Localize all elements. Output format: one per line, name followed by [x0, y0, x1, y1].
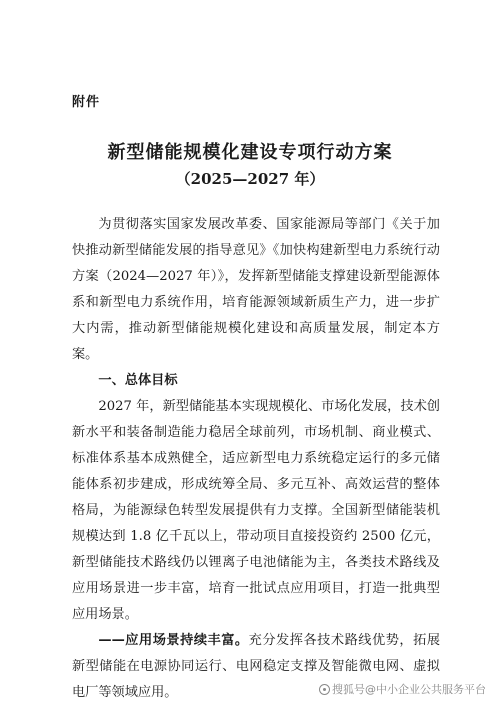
- goal-paragraph: 2027 年，新型储能基本实现规模化、市场化发展，技术创新水平和装备制造能力稳居全球前列，市场机制、商业模式、标准体系基本成熟健全，适应新型电力系统稳定运行的多元储能体系初步建成，形成统筹全局、多元互补、高效运营的整体格局，为能源绿色转型发展提供有力支撑。全国新型储能装机规模达到 1.8 亿千瓦以上，带动项目直接投资约 2500 亿元，新型储能技术路线仍以锂离子电池储能为主，各类技术路线及应用场景进一步丰富，培育一批试点应用项目，打造一批典型应用场景。: [72, 399, 440, 622]
- attachment-label: 附件: [72, 95, 101, 110]
- bullet-text: 充分发挥各技术路线优势，拓展新型储能在电源协同运行、电网稳定支撑及智能微电网、虚拟电厂等领域应用。: [72, 633, 441, 700]
- bullet-lead: ——应用场景持续丰富。: [98, 633, 249, 648]
- intro-paragraph: 为贯彻落实国家发展改革委、国家能源局等部门《关于加快推动新型储能发展的指导意见》《加快构建新型电力系统行动方案（2024—2027 年）》，发挥新型储能支撑建设新型能源体系和新型电力系统作用，培育能源领域新质生产力，进一步扩大内需，推动新型储能规模化建设和高质量发展，制定本方案。: [72, 217, 440, 362]
- document-title: 新型储能规模化建设专项行动方案: [107, 142, 393, 163]
- sohu-logo-icon: [319, 684, 330, 695]
- document-body: [72, 212, 440, 706]
- watermark-text: 搜狐号@中小企业公共服务平台: [332, 683, 486, 696]
- section-heading: 一、总体目标: [98, 373, 178, 388]
- watermark: [319, 681, 486, 697]
- document-subtitle: （2025—2027 年）: [175, 170, 325, 188]
